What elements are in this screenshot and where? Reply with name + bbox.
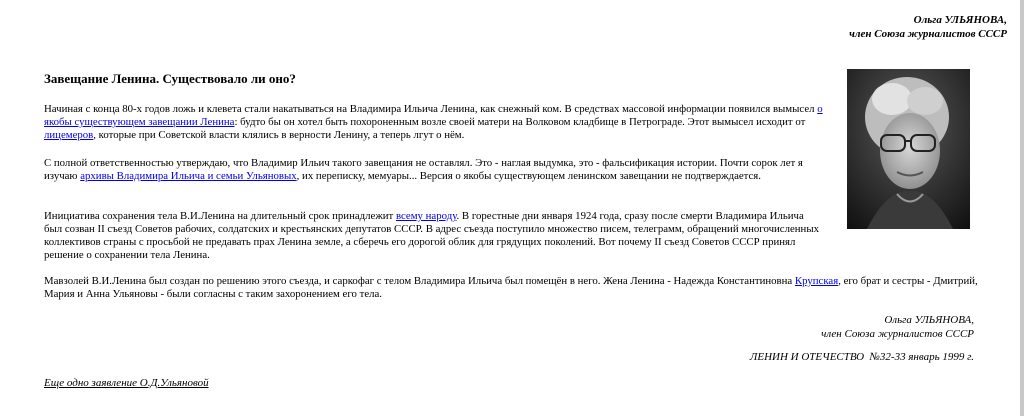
author-portrait-image xyxy=(847,69,970,229)
link-krupskaya[interactable]: Крупская xyxy=(794,275,839,287)
author-photo xyxy=(847,69,970,229)
another-statement-link[interactable]: Еще одно заявление О.Д.Ульяновой xyxy=(44,377,209,389)
paragraph-1: Начиная с конца 80-х годов ложь и клевета стали накатываться на Владимира Ильича Ленина, как снежный ком. В средствах массовой информации появился вымысел о якобы существующем завещании Ленина: будто бы он хотел быть похороненным возле своей матери на Волковом кладбище в Петрограде. Этот вымысел исходит от лицемеров, которые при Советской власти клялись в верности Ленину, а теперь лгут о нём. xyxy=(44,103,823,141)
bottom-signature-role: член Союза журналистов СССР xyxy=(821,328,974,340)
top-author-signature xyxy=(849,13,1007,41)
paragraph-3: Инициатива сохранения тела В.И.Ленина на длительный срок принадлежит всему народу. В горестные дни января 1924 года, сразу после смерти Владимира Ильича был созван II съезд Советов рабочих, солдатских и крестьянских депутатов СССР. В адрес съезда поступило множество писем, телеграмм, обращений многочисленных коллективов страны с просьбой не предавать прах Ленина земле, а сберечь его дорогой облик для грядущих поколений. Вот почему II съезд Советов СССР принял решение о сохранении тела Ленина. xyxy=(44,210,819,261)
scrollbar[interactable] xyxy=(1020,0,1024,416)
paragraph-2: С полной ответственностью утверждаю, что Владимир Ильич такого завещания не оставлял. Это - наглая выдумка, это - фальсификация истории. Почти сорок лет я изучаю архивы Владимира Ильича и семьи Ульяновых, их переписку, мемуары... Версия о якобы существующем ленинском завещании не подтверждается. xyxy=(44,157,803,182)
source-citation: ЛЕНИН И ОТЕЧЕСТВО №32-33 январь 1999 г. xyxy=(749,351,974,363)
page-title: Завещание Ленина. Существовало ли оно? xyxy=(44,71,296,86)
paragraph-4: Мавзолей В.И.Ленина был создан по решению этого съезда, и саркофаг с телом Владимира Ильича был помещён в него. Жена Ленина - Надежда Константиновна Крупская, его брат и сестры - Дмитрий, Мария и Анна Ульяновы - были согласны с таким захоронением его тела. xyxy=(44,275,978,300)
link-testament[interactable]: о якобы существующем завещании Ленина xyxy=(44,103,823,128)
bottom-signature-name: Ольга УЛЬЯНОВА, xyxy=(884,314,974,326)
top-author-name: Ольга УЛЬЯНОВА, xyxy=(913,14,1007,26)
link-hypocrites[interactable]: лицемеров xyxy=(44,129,94,141)
top-author-role: член Союза журналистов СССР xyxy=(849,28,1007,40)
link-archives[interactable]: архивы Владимира Ильича и семьи Ульяновых xyxy=(80,170,297,182)
bottom-signature xyxy=(821,313,974,341)
link-whole-people[interactable]: всему народу xyxy=(395,210,457,222)
